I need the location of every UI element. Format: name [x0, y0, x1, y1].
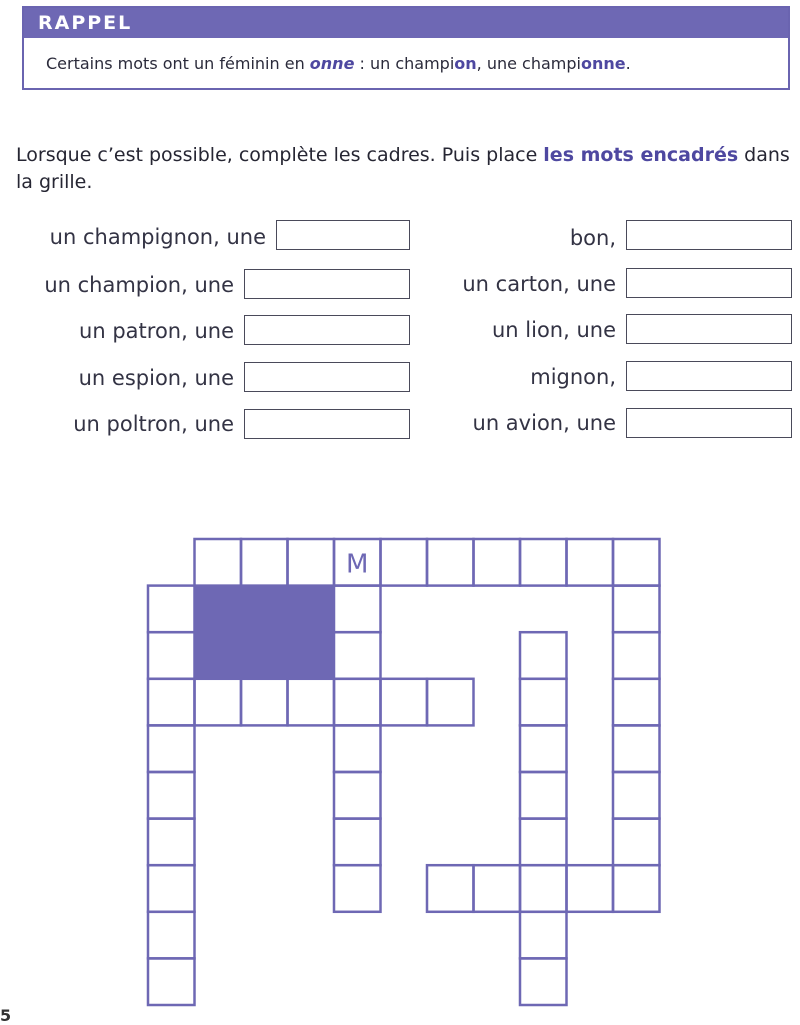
grid-cell[interactable]: [334, 632, 381, 679]
grid-cell[interactable]: [613, 586, 660, 633]
grid-cell[interactable]: [148, 772, 195, 819]
grid-cell[interactable]: [613, 679, 660, 726]
instruction-part: dans la grille.: [16, 144, 790, 193]
instruction-bold: les mots encadrés: [543, 144, 739, 166]
grid-cell[interactable]: [520, 539, 567, 586]
grid-cell[interactable]: [334, 865, 381, 912]
grid-cell[interactable]: [288, 679, 335, 726]
grid-cell[interactable]: [520, 772, 567, 819]
grid-cell[interactable]: [427, 539, 474, 586]
grid-cell[interactable]: [567, 865, 614, 912]
page-number: 5: [0, 1006, 12, 1025]
grid-cell[interactable]: [613, 865, 660, 912]
grid-cell[interactable]: [474, 539, 521, 586]
grid-cell[interactable]: [427, 679, 474, 726]
grid-cell[interactable]: [613, 725, 660, 772]
rappel-text-part: : un champi: [354, 54, 455, 73]
grid-cell[interactable]: [241, 679, 288, 726]
grid-cell[interactable]: [334, 725, 381, 772]
grid-cell[interactable]: [520, 865, 567, 912]
rappel-text-bold: on: [454, 54, 477, 73]
right-item-label: un avion, une: [472, 411, 616, 435]
right-item-label: bon,: [569, 226, 616, 250]
grid-cell[interactable]: [148, 912, 195, 959]
grid-cell[interactable]: [474, 865, 521, 912]
instruction-part: Lorsque c’est possible, complète les cadres. Puis place: [16, 144, 544, 166]
rappel-text-bold: onne: [580, 54, 626, 73]
grid-cell[interactable]: [148, 819, 195, 866]
grid-given-letter: M: [346, 549, 369, 580]
left-item-label: un espion, une: [78, 366, 234, 390]
grid-cell[interactable]: [520, 912, 567, 959]
grid-cell[interactable]: [195, 539, 242, 586]
grid-cell[interactable]: [288, 539, 335, 586]
grid-cell[interactable]: [381, 679, 428, 726]
left-item-label: un champignon, une: [49, 225, 266, 249]
grid-cell[interactable]: [567, 539, 614, 586]
grid-cell[interactable]: [520, 958, 567, 1005]
grid-cell[interactable]: [195, 679, 242, 726]
grid-cell[interactable]: [334, 772, 381, 819]
rappel-text-bold: onne: [309, 54, 355, 73]
grid-cell[interactable]: [148, 632, 195, 679]
rappel-text-part: , une champi: [476, 54, 581, 73]
grid-cell[interactable]: [613, 819, 660, 866]
rappel-title: RAPPEL: [38, 12, 133, 34]
right-item-label: un carton, une: [462, 272, 616, 296]
grid-cell[interactable]: [520, 679, 567, 726]
grid-cell[interactable]: [613, 632, 660, 679]
grid-cell[interactable]: [334, 819, 381, 866]
grid-cell[interactable]: [613, 539, 660, 586]
rappel-text-part: Certains mots ont un féminin en: [46, 54, 310, 73]
right-item-label: un lion, une: [491, 318, 616, 342]
grid-cell[interactable]: [148, 865, 195, 912]
grid-cell[interactable]: [520, 725, 567, 772]
left-item-label: un poltron, une: [73, 412, 234, 436]
grid-cell[interactable]: [148, 958, 195, 1005]
grid-cell[interactable]: [381, 539, 428, 586]
grid-cell[interactable]: [241, 539, 288, 586]
grid-cell[interactable]: [148, 586, 195, 633]
grid-cell[interactable]: [148, 725, 195, 772]
grid-cell[interactable]: [427, 865, 474, 912]
right-item-label: mignon,: [530, 365, 616, 389]
grid-shaded-block: [195, 586, 335, 679]
grid-cell[interactable]: [613, 772, 660, 819]
grid-cell[interactable]: [334, 586, 381, 633]
left-item-label: un patron, une: [79, 319, 234, 343]
rappel-text-part: .: [625, 54, 631, 73]
grid-cell[interactable]: [520, 632, 567, 679]
grid-cell[interactable]: [148, 679, 195, 726]
left-item-label: un champion, une: [44, 273, 234, 297]
grid-cell[interactable]: [334, 679, 381, 726]
grid-cell[interactable]: [520, 819, 567, 866]
